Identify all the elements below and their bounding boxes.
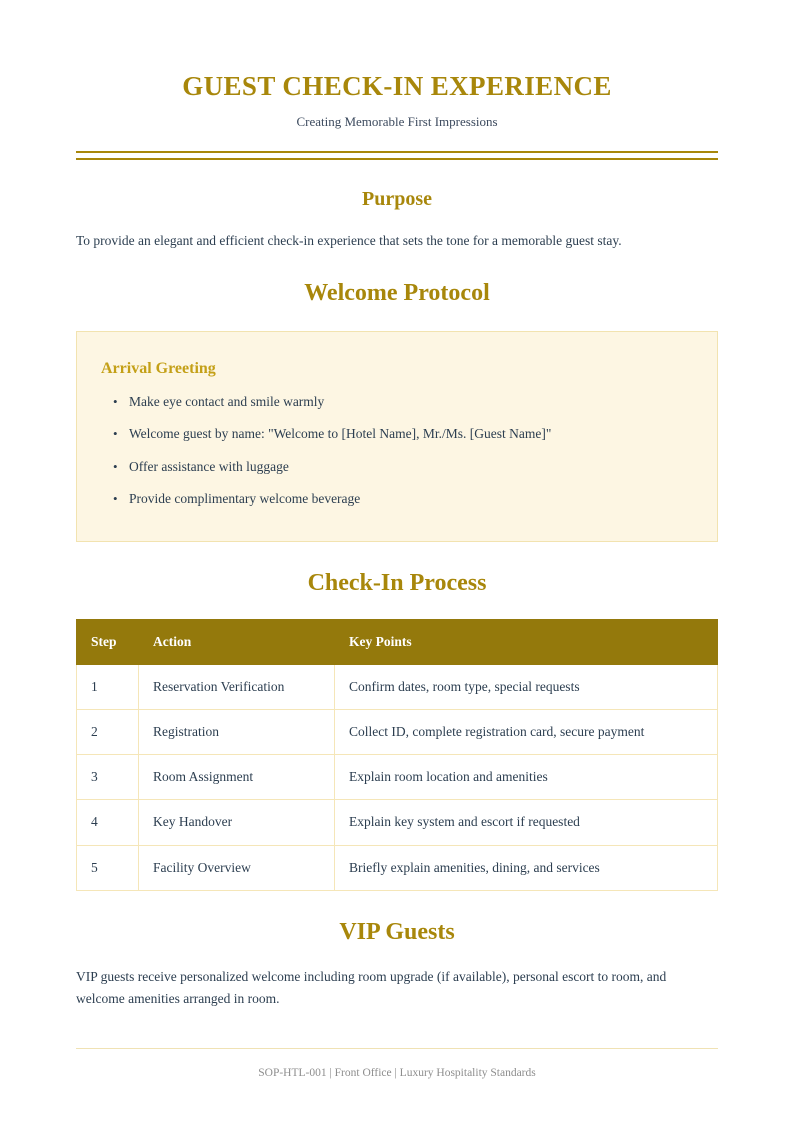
column-header-action: Action <box>139 620 335 665</box>
purpose-paragraph: To provide an elegant and efficient check-in experience that sets the tone for a memorable guest stay. <box>76 232 622 248</box>
cell-action: Key Handover <box>139 800 335 845</box>
cell-action: Reservation Verification <box>139 664 335 709</box>
table-row <box>77 800 718 845</box>
cell-step: 1 <box>77 664 139 709</box>
arrival-greeting-callout <box>76 331 718 542</box>
cell-action: Facility Overview <box>139 845 335 890</box>
section-heading-vip-guests: VIP Guests <box>339 918 455 945</box>
footer-text: SOP-HTL-001 | Front Office | Luxury Hospitality Standards <box>258 1066 536 1079</box>
table-row <box>77 664 718 709</box>
cell-key-points: Confirm dates, room type, special requests <box>335 664 718 709</box>
footer-divider <box>76 1048 718 1049</box>
cell-action: Room Assignment <box>139 755 335 800</box>
cell-step: 4 <box>77 800 139 845</box>
table-row <box>77 845 718 890</box>
list-item: • Offer assistance with luggage <box>129 451 693 483</box>
document-subtitle: Creating Memorable First Impressions <box>296 113 498 129</box>
list-item: • Make eye contact and smile warmly <box>129 386 693 418</box>
cell-key-points: Explain key system and escort if requested <box>335 800 718 845</box>
cell-key-points: Explain room location and amenities <box>335 755 718 800</box>
cell-step: 3 <box>77 755 139 800</box>
list-item: • Provide complimentary welcome beverage <box>129 483 693 515</box>
vip-guests-paragraph: VIP guests receive personalized welcome including room upgrade (if available), personal escort to room, and welcome amenities arranged in room. <box>76 969 667 1006</box>
table-row <box>77 710 718 755</box>
column-header-step: Step <box>77 620 139 665</box>
table-row <box>77 755 718 800</box>
arrival-greeting-list <box>101 386 693 515</box>
cell-step: 2 <box>77 710 139 755</box>
document-title: GUEST CHECK-IN EXPERIENCE <box>182 71 612 101</box>
header-divider <box>76 151 718 160</box>
section-heading-purpose: Purpose <box>362 187 432 210</box>
check-in-process-table <box>76 619 718 891</box>
cell-key-points: Briefly explain amenities, dining, and services <box>335 845 718 890</box>
section-heading-check-in-process: Check-In Process <box>307 570 487 597</box>
cell-key-points: Collect ID, complete registration card, secure payment <box>335 710 718 755</box>
section-heading-welcome-protocol: Welcome Protocol <box>304 279 490 306</box>
cell-action: Registration <box>139 710 335 755</box>
cell-step: 5 <box>77 845 139 890</box>
list-item: • Welcome guest by name: "Welcome to [Hotel Name], Mr./Ms. [Guest Name]" <box>129 418 693 450</box>
callout-title-arrival-greeting: Arrival Greeting <box>101 359 216 377</box>
column-header-key-points: Key Points <box>335 620 718 665</box>
table-header-row <box>77 620 718 665</box>
